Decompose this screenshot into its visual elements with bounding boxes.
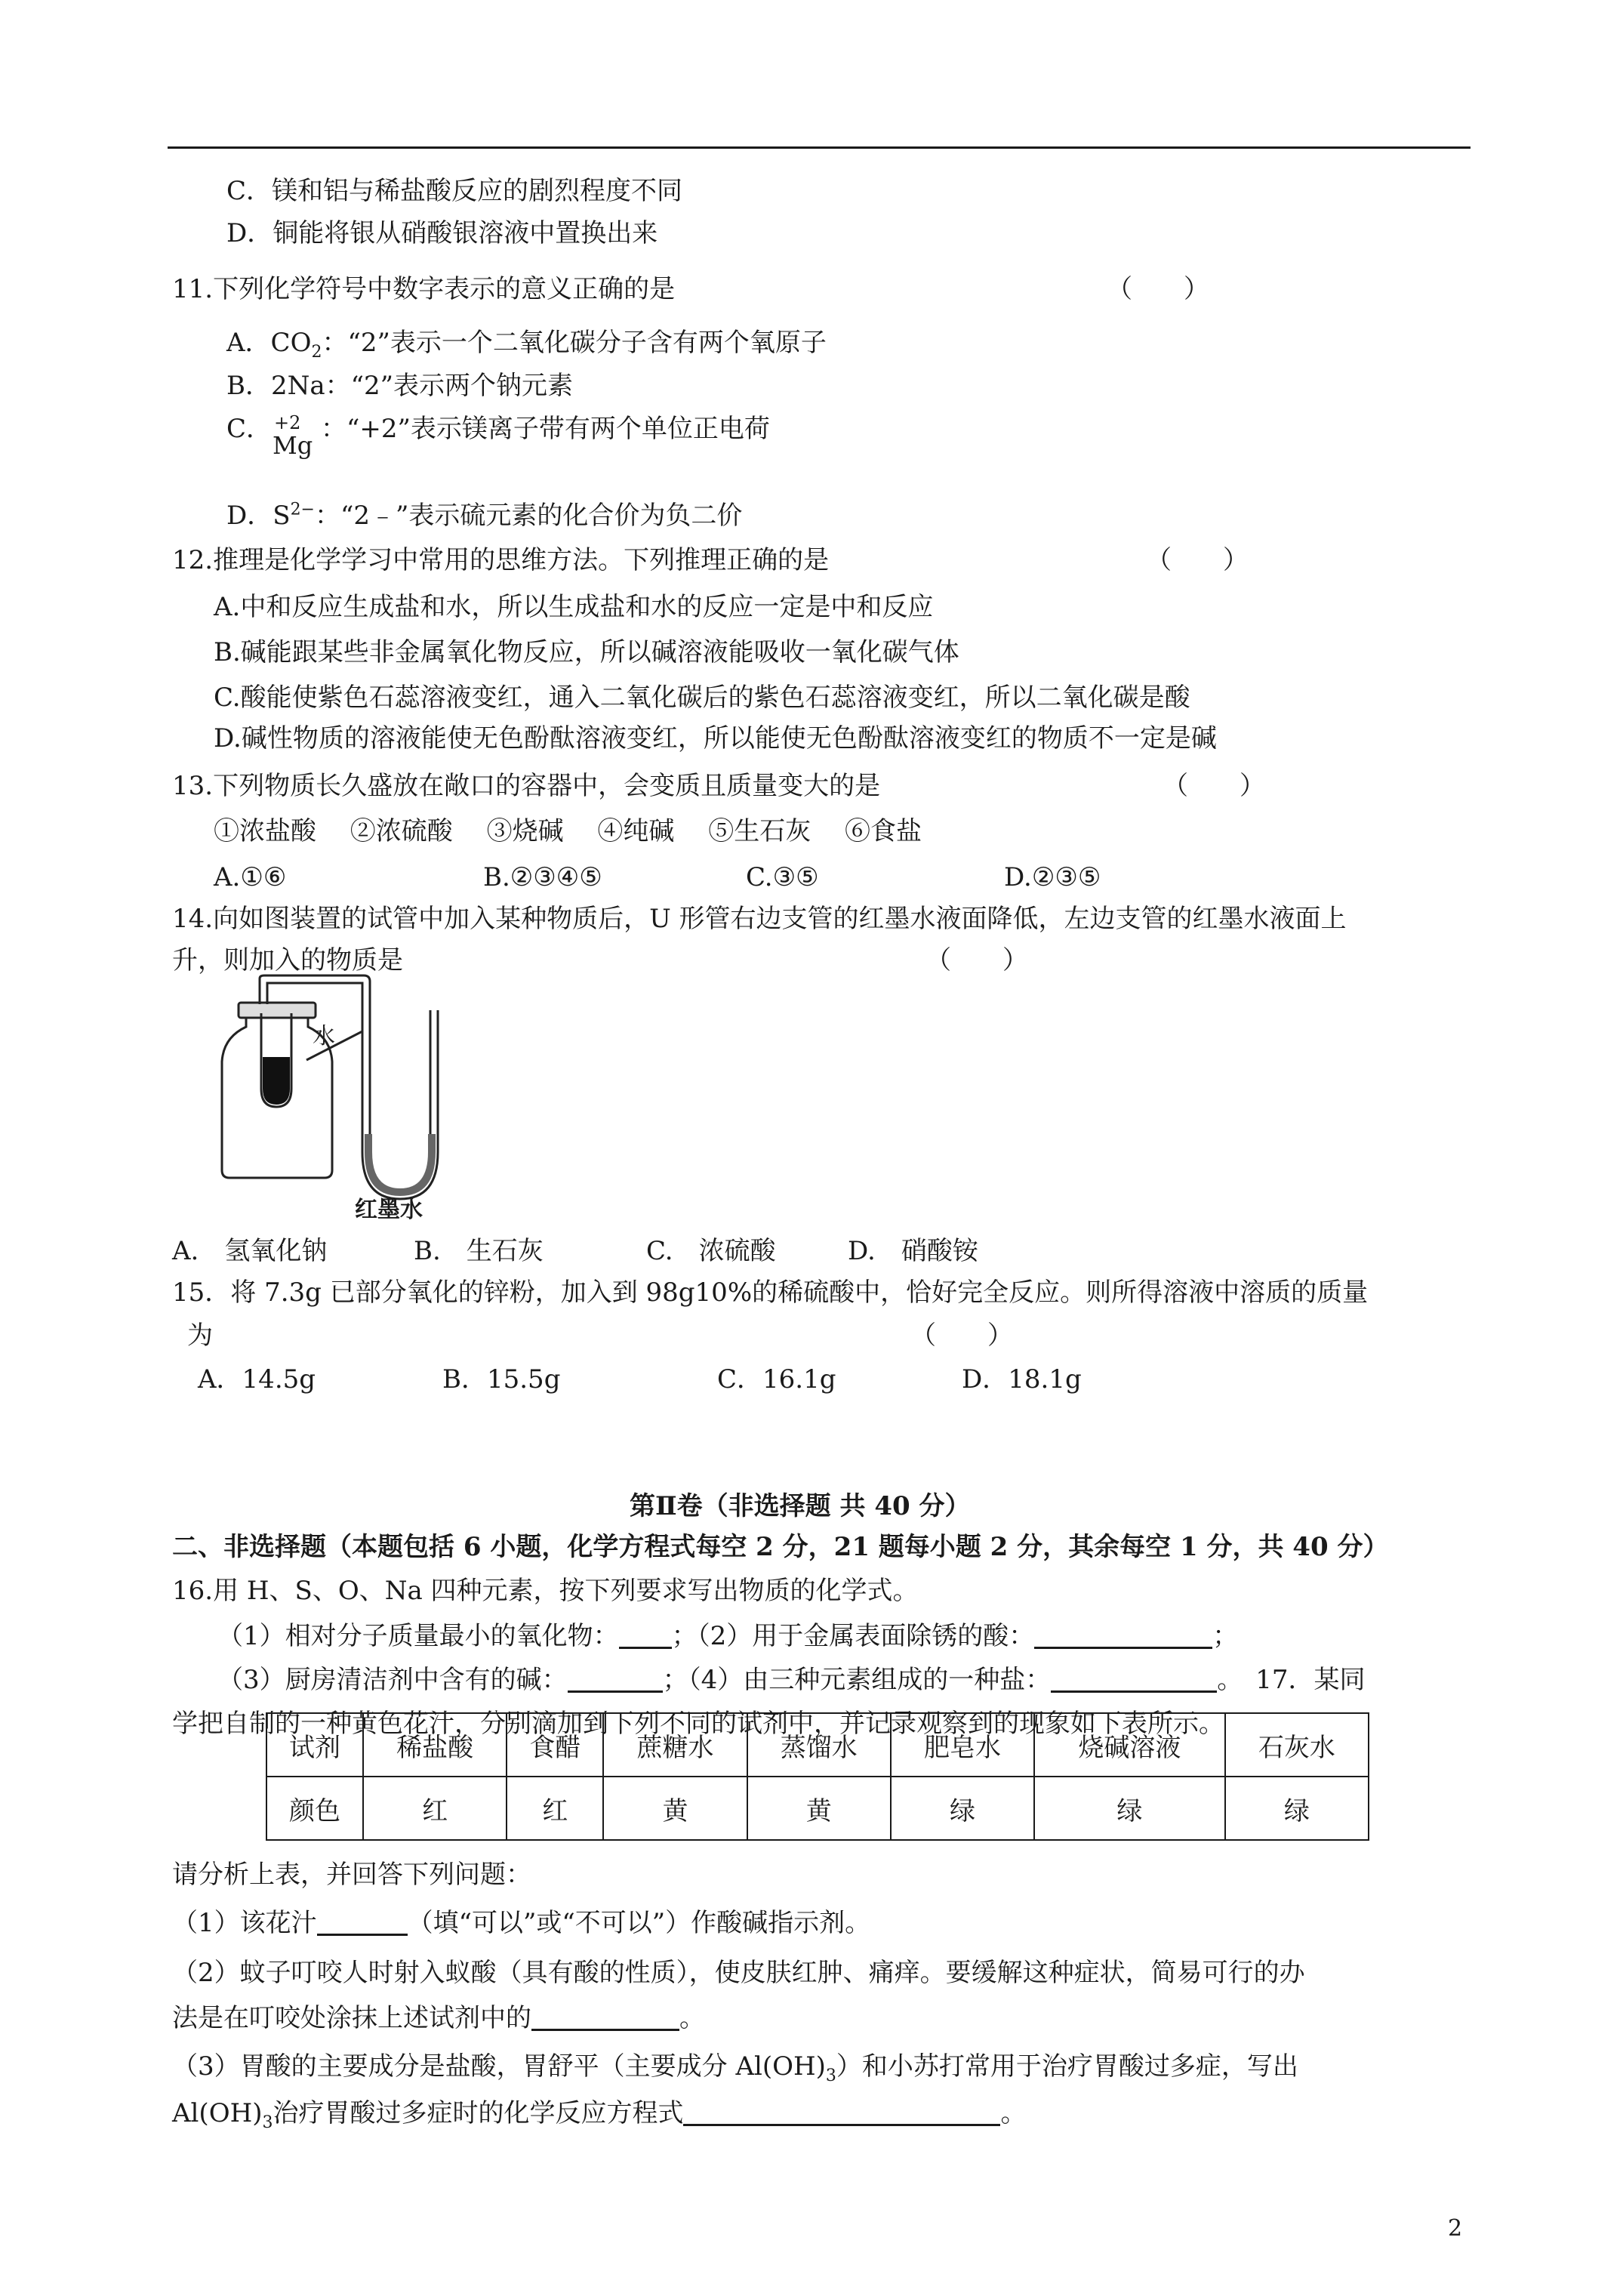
u-tube-apparatus-figure (201, 974, 457, 1200)
table-cell: 稀盐酸 (363, 1713, 507, 1777)
table-cell: 蒸馏水 (747, 1713, 891, 1777)
section-instructions: 二、非选择题（本题包括 6 小题，化学方程式每空 2 分，21 题每小题 2 分，其余每空 1 分，共 40 分） (172, 1532, 1389, 1562)
table-cell: 蔗糖水 (603, 1713, 747, 1777)
table-cell: 红 (363, 1777, 507, 1840)
q12-option-b: B.碱能跟某些非金属氧化物反应，所以碱溶液能吸收一氧化碳气体 (214, 637, 959, 667)
q11-option-c-text: ：“+2”表示镁离子带有两个单位正电荷 (321, 414, 770, 444)
q17-stem-line: 学把自制的一种黄色花汁，分别滴加到下列不同的试剂中，并记录观察到的现象如下表所示。 (172, 1709, 1224, 1739)
header-rule (168, 146, 1471, 149)
q15-option-c: C．16.1g (717, 1364, 836, 1395)
q14-option-a: A. 氢氧化钠 (172, 1236, 328, 1266)
q17-part1: （1）该花汁 （填“可以”或“不可以”）作酸碱指示剂。 (172, 1908, 871, 1938)
table-row-reagents (266, 1713, 1369, 1777)
q14-stem-line1: 14.向如图装置的试管中加入某种物质后，U 形管右边支管的红墨水液面降低，左边支管的红墨水液面上 (172, 904, 1347, 934)
q16-blank-2[interactable] (1034, 1624, 1212, 1649)
q17-part2-line2: 法是在叮咬处涂抹上述试剂中的 。 (172, 2003, 705, 2033)
q16-part1-2: （1）相对分子质量最小的氧化物： ；（2）用于金属表面除锈的酸： ； (217, 1621, 1239, 1651)
q12-option-c: C.酸能使紫色石蕊溶液变红，通入二氧化碳后的紫色石蕊溶液变红，所以二氧化碳是酸 (214, 683, 1190, 713)
q15-answer-bracket: （ ） (910, 1321, 1013, 1351)
q17-blank-1[interactable] (317, 1911, 408, 1936)
page-number: 2 (1448, 2215, 1463, 2242)
q14-answer-bracket: （ ） (925, 945, 1028, 975)
table-cell: 绿 (1225, 1777, 1369, 1840)
q13-option-d: D.②③⑤ (1004, 862, 1101, 892)
table-cell: 试剂 (266, 1713, 363, 1777)
figure-label-water: 水 (313, 1023, 335, 1049)
table-cell: 绿 (891, 1777, 1034, 1840)
q17-part3-line2: $Al(OH)_3$治疗胃酸过多症时的化学反应方程式 。 (172, 2098, 1027, 2132)
q11-option-c-label: C． (226, 414, 273, 444)
q14-stem-line2: 升，则加入的物质是 (172, 945, 403, 975)
q11-option-a: A．$CO_2$：“2”表示一个二氧化碳分子含有两个氧原子 (226, 328, 827, 362)
q15-stem-line1: 15．将 7.3g 已部分氧化的锌粉，加入到 98g10%的稀硫酸中，恰好完全反应。则所得溶液中溶质的质量 (172, 1277, 1369, 1308)
q15-option-b: B．15.5g (442, 1364, 561, 1395)
q12-option-d: D.碱性物质的溶液能使无色酚酞溶液变红，所以能使无色酚酞溶液变红的物质不一定是碱 (214, 723, 1217, 754)
indicator-results-table (266, 1712, 1369, 1841)
q16-blank-3[interactable] (568, 1668, 663, 1693)
table-cell: 黄 (603, 1777, 747, 1840)
section-title: 第Ⅱ卷（非选择题 共 40 分） (630, 1491, 971, 1521)
table-cell: 石灰水 (1225, 1713, 1369, 1777)
table-cell: 食醋 (507, 1713, 603, 1777)
q13-stem: 13.下列物质长久盛放在敞口的容器中，会变质且质量变大的是 (172, 771, 881, 801)
q13-option-c: C.③⑤ (746, 862, 819, 892)
table-cell: 黄 (747, 1777, 891, 1840)
q16-stem: 16.用 H、S、O、Na 四种元素，按下列要求写出物质的化学式。 (172, 1576, 919, 1606)
q16-blank-4[interactable] (1051, 1668, 1217, 1693)
q16-part3-4: （3）厨房清洁剂中含有的碱： ；（4）由三种元素组成的一种盐： 。 17．某同 (217, 1665, 1366, 1695)
q12-answer-bracket: （ ） (1146, 545, 1249, 575)
q13-answer-bracket: （ ） (1163, 771, 1265, 801)
table-cell: 绿 (1034, 1777, 1224, 1840)
q13-items: ①浓盐酸 ②浓硫酸 ③烧碱 ④纯碱 ⑤生石灰 ⑥食盐 (214, 816, 922, 846)
table-cell: 肥皂水 (891, 1713, 1034, 1777)
q17-part2-line1: （2）蚊子叮咬人时射入蚁酸（具有酸的性质），使皮肤红肿、痛痒。要缓解这种症状，简易可行的办 (172, 1958, 1305, 1988)
q11-stem: 11.下列化学符号中数字表示的意义正确的是 (172, 274, 676, 304)
table-cell: 烧碱溶液 (1034, 1713, 1224, 1777)
q12-option-a: A.中和反应生成盐和水，所以生成盐和水的反应一定是中和反应 (214, 592, 934, 622)
table-cell: 红 (507, 1777, 603, 1840)
q10-option-c: C．镁和铝与稀盐酸反应的剧烈程度不同 (226, 176, 683, 206)
q11-answer-bracket: （ ） (1107, 274, 1209, 304)
q14-option-b: B. 生石灰 (414, 1236, 544, 1266)
table-cell: 颜色 (266, 1777, 363, 1840)
q14-option-d: D. 硝酸铵 (848, 1236, 978, 1266)
q17-part3-line1: （3）胃酸的主要成分是盐酸，胃舒平（主要成分 $Al(OH)_3$）和小苏打常用于治疗胃酸过多症，写出 (172, 2051, 1298, 2085)
q15-option-d: D．18.1g (962, 1364, 1082, 1395)
q10-option-d: D．铜能将银从硝酸银溶液中置换出来 (226, 218, 658, 248)
q17-blank-2[interactable] (531, 2006, 679, 2031)
q17-prompt: 请分析上表，并回答下列问题： (172, 1860, 531, 1890)
q15-stem-line2: 为 (187, 1321, 213, 1351)
q13-option-b: B.②③④⑤ (483, 862, 602, 892)
figure-label-red-ink: 红墨水 (355, 1197, 423, 1223)
q15-option-a: A．14.5g (198, 1364, 316, 1395)
q12-stem: 12.推理是化学学习中常用的思维方法。下列推理正确的是 (172, 545, 830, 575)
q11-option-b: B．2Na：“2”表示两个钠元素 (226, 371, 574, 401)
q14-option-c: C. 浓硫酸 (646, 1236, 776, 1266)
mg-valence-symbol: +2 Mg (273, 412, 313, 460)
q16-blank-1[interactable] (619, 1624, 672, 1649)
table-row-colors (266, 1777, 1369, 1840)
q11-option-d: D．$S^{2-}$：“2﹣”表示硫元素的化合价为负二价 (226, 500, 743, 531)
q17-blank-3[interactable] (683, 2101, 1000, 2126)
q13-option-a: A.①⑥ (214, 862, 287, 892)
